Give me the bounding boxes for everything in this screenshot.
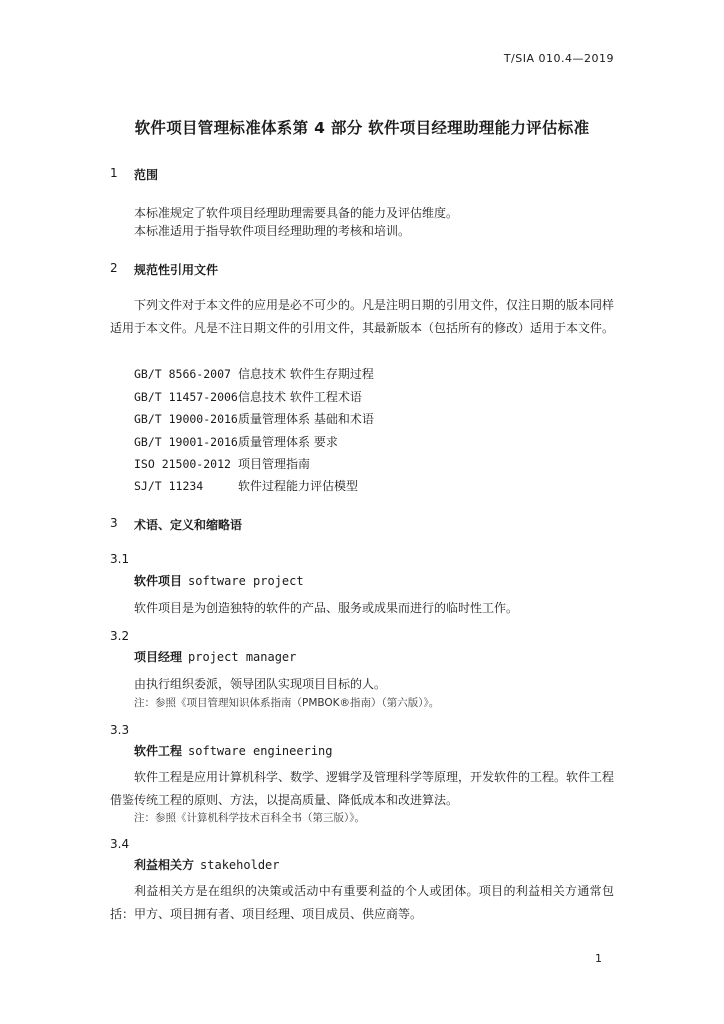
standard-code: T/SIA 010.4—2019	[503, 52, 614, 65]
page-number: 1	[595, 952, 602, 965]
reference-title: 质量管理体系 要求	[238, 435, 338, 449]
reference-code: GB/T 8566-2007	[134, 367, 231, 381]
term-name-zh: 利益相关方	[134, 858, 195, 872]
reference-code: ISO 21500-2012	[134, 457, 231, 471]
reference-row	[134, 410, 374, 427]
term-number: 3.3	[110, 723, 130, 737]
term-name-en: project manager	[188, 650, 297, 664]
term-heading	[134, 856, 280, 873]
reference-title: 质量管理体系 基础和术语	[238, 412, 374, 426]
reference-title: 信息技术 软件生存期过程	[238, 367, 374, 381]
section-2-title: 规范性引用文件	[134, 263, 219, 277]
term-heading	[134, 648, 296, 665]
term-name-en: software project	[188, 574, 304, 588]
reference-row	[134, 477, 358, 494]
term-name-zh: 项目经理	[134, 650, 183, 664]
term-note: 注：参照《项目管理知识体系指南（PMBOK®指南）（第六版）》。	[134, 697, 440, 709]
section-3-number: 3	[110, 516, 118, 530]
term-name-zh: 软件项目	[134, 574, 183, 588]
term-definition: 软件项目是为创造独特的软件的产品、服务或成果而进行的临时性工作。	[134, 601, 519, 615]
reference-code: GB/T 19001-2016	[134, 435, 238, 449]
term-name-en: software engineering	[188, 744, 333, 758]
section-1-title: 范围	[134, 168, 159, 182]
reference-row	[134, 388, 362, 405]
term-name-en: stakeholder	[200, 858, 280, 872]
section-3-title: 术语、定义和缩略语	[134, 518, 243, 532]
term-definition: 利益相关方是在组织的决策或活动中有重要利益的个人或团体。项目的利益相关方通常包括：甲方、项目拥有者、项目经理、项目成员、供应商等。	[110, 884, 614, 921]
section-2-intro: 下列文件对于本文件的应用是必不可少的。凡是注明日期的引用文件，仅注日期的版本同样适用于本文件。凡是不注日期文件的引用文件，其最新版本（包括所有的修改）适用于本文件。	[110, 298, 615, 335]
reference-code: GB/T 11457-2006	[134, 390, 238, 404]
term-number: 3.4	[110, 837, 130, 851]
section-1-paragraph: 本标准适用于指导软件项目经理助理的考核和培训。	[134, 224, 411, 238]
section-2-number: 2	[110, 261, 118, 275]
term-name-zh: 软件工程	[134, 744, 183, 758]
reference-title: 项目管理指南	[238, 457, 311, 471]
term-note: 注：参照《计算机科学技术百科全书（第三版）》。	[134, 812, 365, 824]
reference-row	[134, 433, 338, 450]
document-title: 软件项目管理标准体系第 4 部分 软件项目经理助理能力评估标准	[134, 119, 590, 137]
reference-row	[134, 455, 310, 472]
section-1-number: 1	[110, 166, 118, 180]
term-number: 3.2	[110, 629, 130, 643]
term-heading	[134, 572, 304, 589]
reference-title: 信息技术 软件工程术语	[238, 390, 362, 404]
term-definition: 由执行组织委派，领导团队实现项目目标的人。	[134, 677, 387, 691]
reference-code: SJ/T 11234	[134, 479, 204, 493]
reference-title: 软件过程能力评估模型	[238, 479, 359, 493]
term-number: 3.1	[110, 552, 130, 566]
term-heading	[134, 742, 333, 759]
section-1-paragraph: 本标准规定了软件项目经理助理需要具备的能力及评估维度。	[134, 206, 459, 220]
reference-row	[134, 365, 374, 382]
reference-code: GB/T 19000-2016	[134, 412, 238, 426]
term-definition: 软件工程是应用计算机科学、数学、逻辑学及管理科学等原理，开发软件的工程。软件工程借鉴传统工程的原则、方法，以提高质量、降低成本和改进算法。	[110, 770, 615, 807]
